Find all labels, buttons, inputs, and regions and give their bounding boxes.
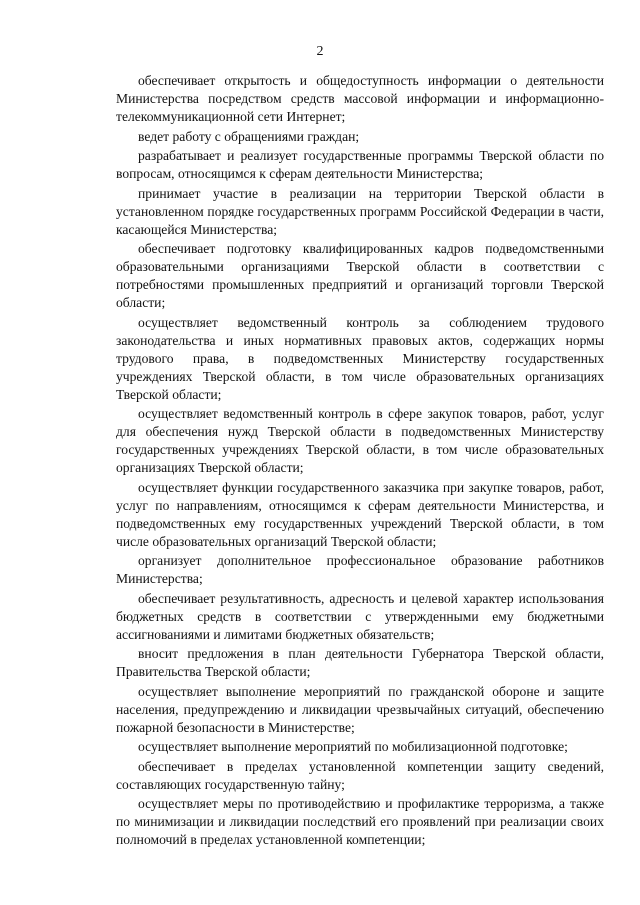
list-item-mobilization: осуществляет выполнение мероприятий по мобилизационной подготовке;: [138, 739, 568, 754]
list-item-citizen-appeals: ведет работу с обращениями граждан;: [138, 128, 360, 144]
list-item-state-programs-region: разрабатывает и реализует государственные программы Тверской области по вопросам, относящимся к сферам деятельности Министерства;: [116, 148, 604, 181]
list-item-budget-efficiency: обеспечивает результативность, адресность и целевой характер использования бюджетных средств в соответствии с утвержденными ему бюджетными ассигнованиями и лимитами бюджетных обязательств;: [116, 590, 604, 642]
list-item-labor-law-control: осуществляет ведомственный контроль за соблюдением трудового законодательства и иных нормативных правовых актов, содержащих нормы трудового права, в подведомственных Министерству государственных учреждениях Тверской области, в том числе образовательных организациях Тверской области;: [116, 314, 604, 402]
document-body: [116, 72, 604, 851]
list-item-state-programs-federal: принимает участие в реализации на территории Тверской области в установленном порядке государственных программ Российской Федерации в части, касающейся Министерства;: [116, 185, 604, 237]
list-item-civil-defense: осуществляет выполнение мероприятий по гражданской обороне и защите населения, предупреждению и ликвидации чрезвычайных ситуаций, обеспечению пожарной безопасности в Министерстве;: [116, 683, 604, 735]
list-item-terrorism-prevention: осуществляет меры по противодействию и профилактике терроризма, а также по минимизации и ликвидации последствий его проявлений при реализации своих полномочий в пределах установленной компетенции;: [116, 796, 604, 847]
list-item-state-customer: осуществляет функции государственного заказчика при закупке товаров, работ, услуг по направлениям, относящимся к сферам деятельности Министерства, и подведомственных ему государственных учреждений Тверской области, в том числе образовательных организаций Тверской области;: [116, 479, 604, 549]
list-item-procurement-control: осуществляет ведомственный контроль в сфере закупок товаров, работ, услуг для обеспечения нужд Тверской области в подведомственных Министерству государственных учреждениях Тверской области, в том числе образовательных организациях Тверской области;: [116, 406, 604, 475]
list-item-information-openness: обеспечивает открытость и общедоступность информации о деятельности Министерства посредством средств массовой информации и информационно-телекоммуникационной сети Интернет;: [116, 73, 604, 124]
page-number: 2: [316, 44, 324, 59]
list-item-governor-plan: вносит предложения в план деятельности Губернатора Тверской области, Правительства Тверской области;: [116, 646, 604, 679]
list-item-staff-training: обеспечивает подготовку квалифицированных кадров подведомственными образовательными организациями Тверской области в соответствии с потребностями промышленных предприятий и организаций торговли Тверской области;: [116, 241, 604, 310]
list-item-state-secret: обеспечивает в пределах установленной компетенции защиту сведений, составляющих государственную тайну;: [116, 758, 604, 792]
list-item-professional-education: организует дополнительное профессиональное образование работников Министерства;: [116, 553, 604, 586]
